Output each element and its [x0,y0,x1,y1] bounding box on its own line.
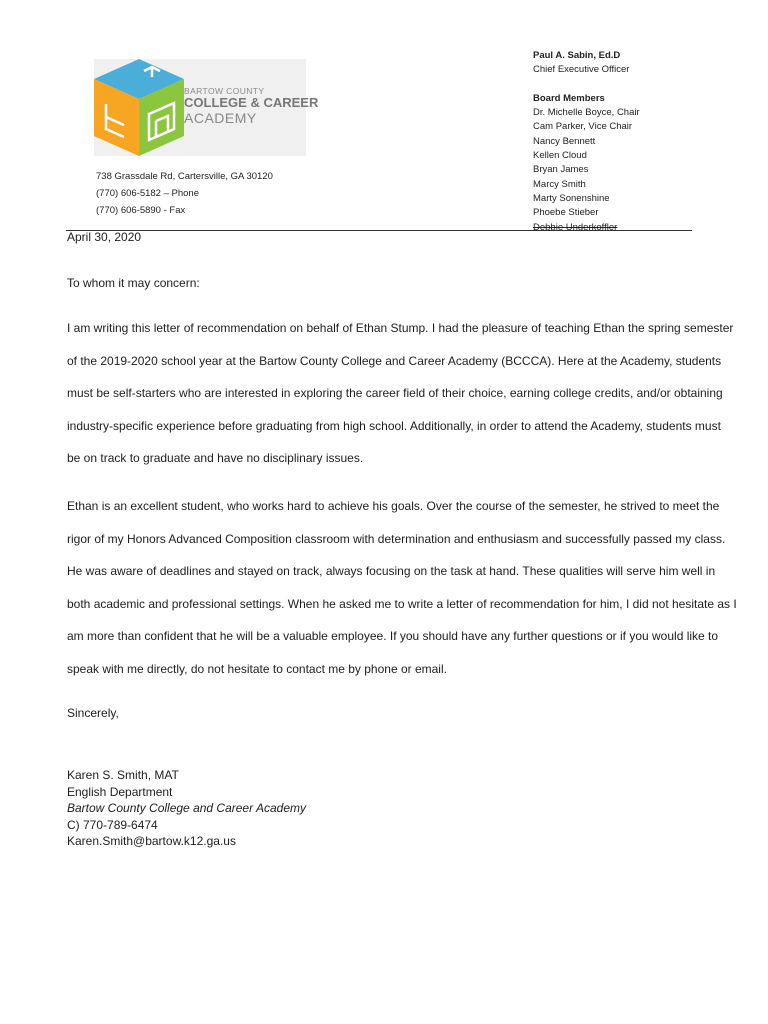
board-member: Marty Sonenshine [533,192,610,204]
board-member: Dr. Michelle Boyce, Chair [533,107,640,119]
board-member: Phoebe Stieber [533,207,599,219]
signature-cell: C) 770-789-6474 [67,817,158,832]
letter-closing: Sincerely, [67,706,119,720]
letter-date: April 30, 2020 [67,230,142,244]
signature-school: Bartow County College and Career Academy [67,801,307,815]
letter-greeting: To whom it may concern: [67,276,200,290]
paragraph-line: speak with me directly, do not hesitate to contact me by phone or email. [67,661,447,676]
school-phone: (770) 606-5182 – Phone [96,188,199,199]
board-member: Bryan James [533,164,589,176]
board-list [533,49,733,235]
board-member: Marcy Smith [533,178,586,190]
paragraph-line: of the 2019-2020 school year at the Bartow County College and Career Academy (BCCCA). Here at the Academy, students [67,353,722,368]
paragraph-line: be on track to graduate and have no disciplinary issues. [67,451,364,466]
paragraph-line: must be self-starters who are interested in exploring the career field of their choice, earning college credits, and/or obtaining [67,386,723,401]
paragraph-line: industry-specific experience before graduating from high school. Additionally, in order to attend the Academy, students must [67,418,721,433]
paragraph-2 [67,490,737,686]
signature-block [67,767,707,850]
logo-college-text: COLLEGE & CAREER [184,95,319,110]
school-logo [94,59,319,156]
logo-cube-icon [94,59,184,156]
board-member: Kellen Cloud [533,150,587,162]
paragraph-line: both academic and professional settings. When he asked me to write a letter of recommendation for him, I did not hesitate as I [67,596,737,611]
logo-county-text: BARTOW COUNTY [184,86,265,96]
board-member: Debbie Underkoffler [533,221,618,233]
logo-academy-text: ACADEMY [184,110,257,126]
signature-email: Karen.Smith@bartow.k12.ga.us [67,834,236,848]
board-member: Cam Parker, Vice Chair [533,121,633,133]
signature-name: Karen S. Smith, MAT [67,768,179,782]
school-address: 738 Grassdale Rd, Cartersville, GA 30120 [96,171,273,182]
paragraph-1 [67,312,734,475]
ceo-name: Paul A. Sabin, Ed.D [533,50,621,61]
school-fax: (770) 606-5890 - Fax [96,205,186,216]
signature-department: English Department [67,784,173,799]
paragraph-line: He was aware of deadlines and stayed on track, always focusing on the task at hand. These qualities will serve him well in [67,564,716,579]
ceo-title: Chief Executive Officer [533,64,630,76]
paragraph-line: I am writing this letter of recommendation on behalf of Ethan Stump. I had the pleasure of teaching Ethan the spring semester [67,321,734,335]
board-member: Nancy Bennett [533,135,596,147]
paragraph-line: rigor of my Honors Advanced Composition classroom with determination and enthusiasm and successfully passed my class. [67,531,726,546]
board-heading: Board Members [533,92,605,104]
paragraph-line: am more than confident that he will be a valuable employee. If you should have any further questions or if you would like to [67,629,719,644]
paragraph-line: Ethan is an excellent student, who works hard to achieve his goals. Over the course of the semester, he strived to meet the [67,499,720,513]
